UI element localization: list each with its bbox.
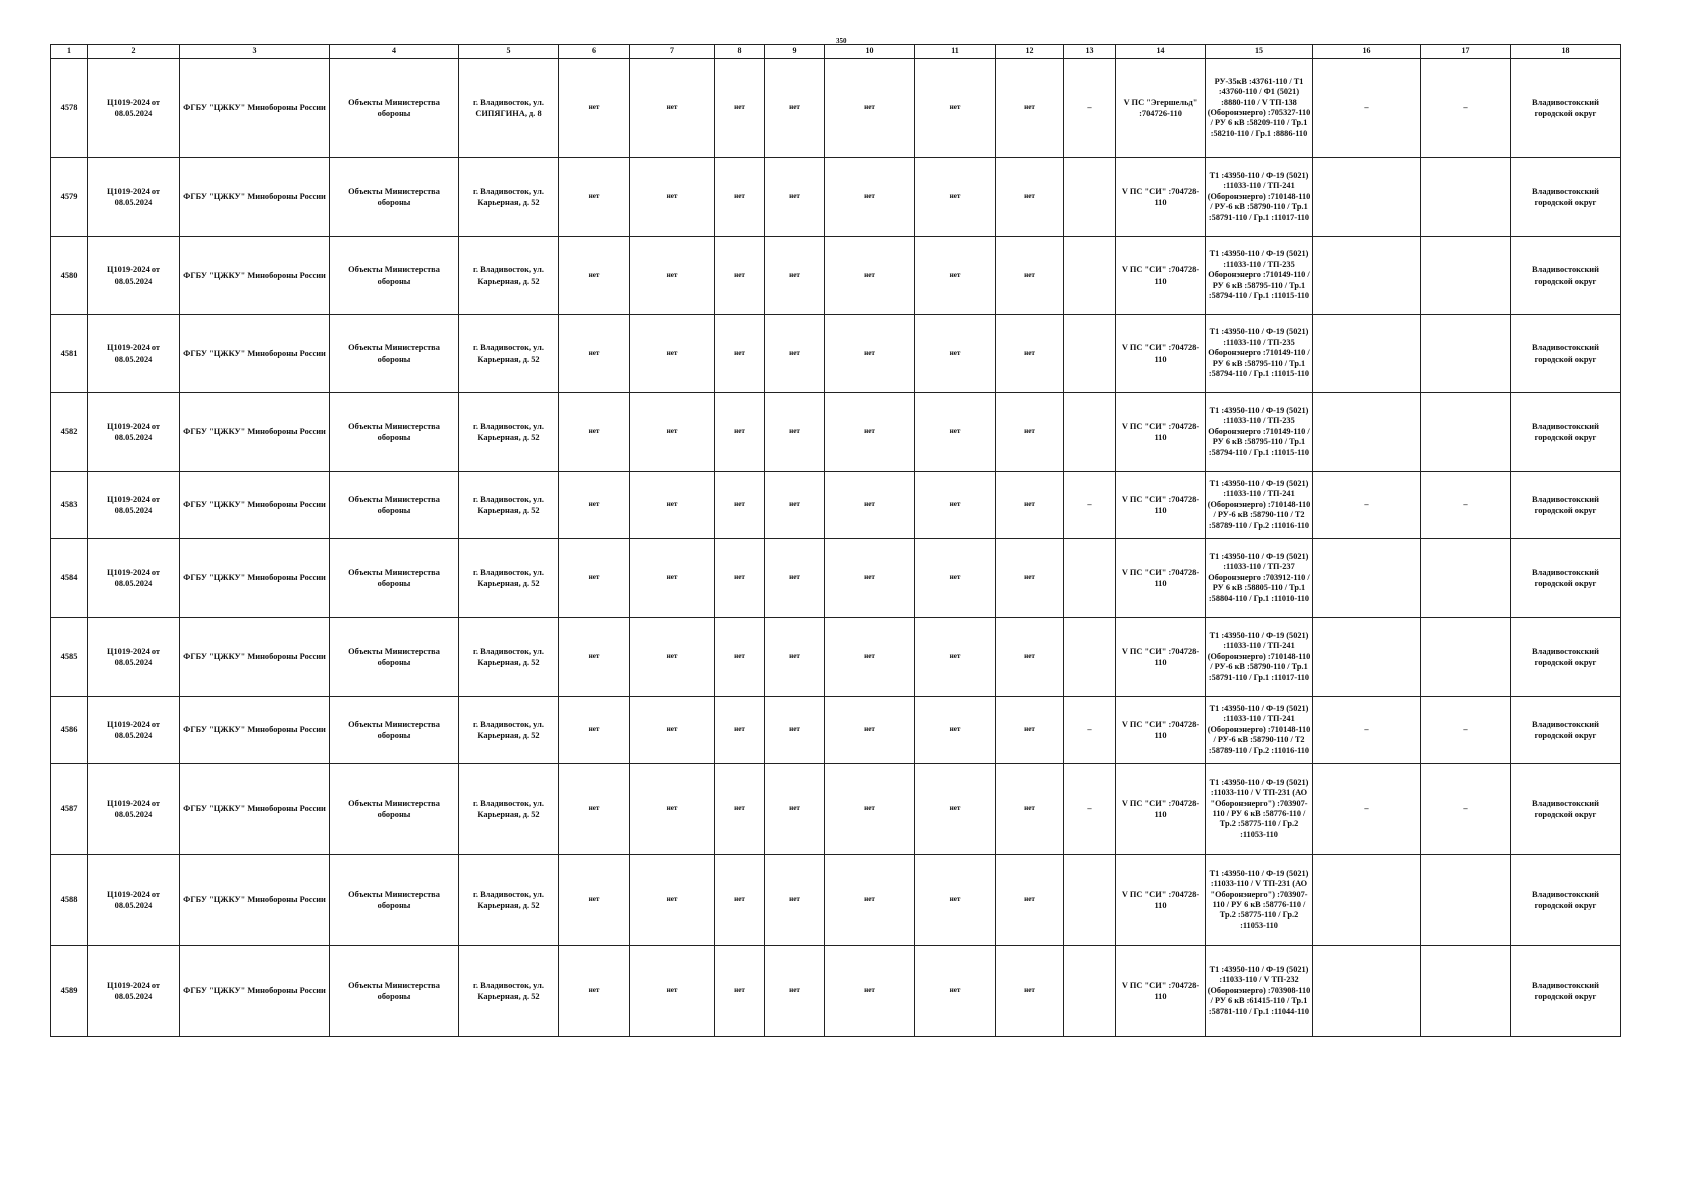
column-header-7: 7 [630,45,715,59]
cell-col-13 [1064,618,1116,697]
cell-municipality: Владивостокский городской округ [1511,59,1621,158]
cell-address: г. Владивосток, ул. Карьерная, д. 52 [459,855,559,946]
cell-col-10: нет [825,855,915,946]
cell-row-number: 4589 [51,946,88,1037]
cell-address: г. Владивосток, ул. Карьерная, д. 52 [459,315,559,393]
cell-applicant: ФГБУ "ЦЖКУ" Минобороны России [180,946,330,1037]
cell-col-6: нет [559,618,630,697]
cell-substation: V ПС "СИ" :704728-110 [1116,237,1206,315]
cell-col-7: нет [630,59,715,158]
cell-applicant: ФГБУ "ЦЖКУ" Минобороны России [180,764,330,855]
cell-col-8: нет [715,315,765,393]
cell-col-13 [1064,855,1116,946]
cell-col-13 [1064,393,1116,472]
cell-row-number: 4579 [51,158,88,237]
cell-col-11: нет [915,539,996,618]
column-header-13: 13 [1064,45,1116,59]
cell-col-12: нет [996,697,1064,764]
cell-municipality: Владивостокский городской округ [1511,539,1621,618]
cell-col-11: нет [915,472,996,539]
table-row [51,697,1621,764]
cell-address: г. Владивосток, ул. Карьерная, д. 52 [459,237,559,315]
cell-col-17 [1421,946,1511,1037]
cell-col-6: нет [559,393,630,472]
cell-col-9: нет [765,618,825,697]
cell-col-12: нет [996,855,1064,946]
cell-col-9: нет [765,539,825,618]
cell-request-number: Ц1019-2024 от 08.05.2024 [88,59,180,158]
cell-substation: V ПС "Эгершельд" :704726-110 [1116,59,1206,158]
cell-municipality: Владивостокский городской округ [1511,697,1621,764]
cell-request-number: Ц1019-2024 от 08.05.2024 [88,237,180,315]
column-header-14: 14 [1116,45,1206,59]
cell-request-number: Ц1019-2024 от 08.05.2024 [88,855,180,946]
cell-col-6: нет [559,697,630,764]
cell-col-8: нет [715,855,765,946]
column-header-17: 17 [1421,45,1511,59]
table-row [51,158,1621,237]
cell-connection-path: Т1 :43950-110 / Ф-19 (5021) :11033-110 / ТП-241 (Оборонэнерго) :710148-110 / РУ-6 кВ :58790-110 / Тр.1 :58791-110 / Гр.1 :11017-110 [1206,158,1313,237]
cell-municipality: Владивостокский городской округ [1511,393,1621,472]
cell-request-number: Ц1019-2024 от 08.05.2024 [88,618,180,697]
cell-col-10: нет [825,315,915,393]
table-row [51,472,1621,539]
table-row [51,315,1621,393]
cell-row-number: 4588 [51,855,88,946]
cell-col-6: нет [559,946,630,1037]
cell-address: г. Владивосток, ул. СИПЯГИНА, д. 8 [459,59,559,158]
cell-address: г. Владивосток, ул. Карьерная, д. 52 [459,697,559,764]
cell-municipality: Владивостокский городской округ [1511,158,1621,237]
cell-col-11: нет [915,315,996,393]
cell-col-9: нет [765,697,825,764]
cell-col-6: нет [559,315,630,393]
cell-applicant: ФГБУ "ЦЖКУ" Минобороны России [180,855,330,946]
column-header-18: 18 [1511,45,1621,59]
cell-col-6: нет [559,59,630,158]
column-header-10: 10 [825,45,915,59]
table-row [51,393,1621,472]
cell-col-16 [1313,158,1421,237]
cell-connection-path: Т1 :43950-110 / Ф-19 (5021) :11033-110 / ТП-235 Оборонэнерго :710149-110 / РУ 6 кВ :58795-110 / Тр.1 :58794-110 / Гр.1 :11015-110 [1206,237,1313,315]
cell-col-7: нет [630,472,715,539]
column-header-4: 4 [330,45,459,59]
cell-object-type: Объекты Министерства обороны [330,59,459,158]
cell-object-type: Объекты Министерства обороны [330,472,459,539]
cell-substation: V ПС "СИ" :704728-110 [1116,697,1206,764]
cell-address: г. Владивосток, ул. Карьерная, д. 52 [459,158,559,237]
column-header-1: 1 [51,45,88,59]
table-row [51,237,1621,315]
cell-col-12: нет [996,158,1064,237]
cell-col-8: нет [715,618,765,697]
cell-municipality: Владивостокский городской округ [1511,472,1621,539]
cell-connection-path: Т1 :43950-110 / Ф-19 (5021) :11033-110 / V ТП-231 (АО "Оборонэнерго") :703907-110 / РУ 6 кВ :58776-110 / Тр.2 :58775-110 / Гр.2 :11053-110 [1206,764,1313,855]
cell-col-10: нет [825,764,915,855]
cell-municipality: Владивостокский городской округ [1511,315,1621,393]
cell-address: г. Владивосток, ул. Карьерная, д. 52 [459,539,559,618]
cell-applicant: ФГБУ "ЦЖКУ" Минобороны России [180,59,330,158]
cell-substation: V ПС "СИ" :704728-110 [1116,158,1206,237]
cell-col-10: нет [825,237,915,315]
cell-request-number: Ц1019-2024 от 08.05.2024 [88,764,180,855]
cell-col-17: – [1421,764,1511,855]
column-header-15: 15 [1206,45,1313,59]
cell-address: г. Владивосток, ул. Карьерная, д. 52 [459,472,559,539]
cell-connection-path: Т1 :43950-110 / Ф-19 (5021) :11033-110 / ТП-237 Оборонэнерго :703912-110 / РУ 6 кВ :58805-110 / Тр.1 :58804-110 / Гр.1 :11010-110 [1206,539,1313,618]
table-row [51,539,1621,618]
cell-col-6: нет [559,539,630,618]
cell-col-9: нет [765,764,825,855]
cell-connection-path: Т1 :43950-110 / Ф-19 (5021) :11033-110 / ТП-241 (Оборонэнерго) :710148-110 / РУ-6 кВ :58790-110 / Т2 :58789-110 / Гр.2 :11016-110 [1206,697,1313,764]
cell-col-16 [1313,946,1421,1037]
cell-substation: V ПС "СИ" :704728-110 [1116,855,1206,946]
cell-request-number: Ц1019-2024 от 08.05.2024 [88,539,180,618]
cell-col-10: нет [825,393,915,472]
cell-municipality: Владивостокский городской округ [1511,618,1621,697]
cell-col-7: нет [630,764,715,855]
cell-object-type: Объекты Министерства обороны [330,315,459,393]
column-number-row [51,45,1621,59]
cell-col-13: – [1064,472,1116,539]
cell-address: г. Владивосток, ул. Карьерная, д. 52 [459,618,559,697]
cell-row-number: 4578 [51,59,88,158]
cell-substation: V ПС "СИ" :704728-110 [1116,472,1206,539]
cell-col-9: нет [765,315,825,393]
cell-object-type: Объекты Министерства обороны [330,946,459,1037]
cell-col-10: нет [825,697,915,764]
cell-col-12: нет [996,59,1064,158]
cell-col-13 [1064,946,1116,1037]
cell-col-16: – [1313,764,1421,855]
cell-col-17 [1421,315,1511,393]
cell-col-11: нет [915,59,996,158]
cell-request-number: Ц1019-2024 от 08.05.2024 [88,158,180,237]
cell-object-type: Объекты Министерства обороны [330,158,459,237]
cell-col-11: нет [915,158,996,237]
cell-object-type: Объекты Министерства обороны [330,697,459,764]
cell-row-number: 4583 [51,472,88,539]
cell-col-6: нет [559,158,630,237]
cell-col-9: нет [765,59,825,158]
cell-municipality: Владивостокский городской округ [1511,855,1621,946]
cell-row-number: 4581 [51,315,88,393]
cell-col-11: нет [915,618,996,697]
cell-applicant: ФГБУ "ЦЖКУ" Минобороны России [180,697,330,764]
cell-col-6: нет [559,237,630,315]
cell-applicant: ФГБУ "ЦЖКУ" Минобороны России [180,158,330,237]
cell-applicant: ФГБУ "ЦЖКУ" Минобороны России [180,315,330,393]
cell-col-17: – [1421,472,1511,539]
cell-col-16 [1313,393,1421,472]
cell-row-number: 4580 [51,237,88,315]
cell-col-16 [1313,618,1421,697]
cell-municipality: Владивостокский городской округ [1511,764,1621,855]
cell-col-9: нет [765,237,825,315]
cell-request-number: Ц1019-2024 от 08.05.2024 [88,472,180,539]
cell-connection-path: Т1 :43950-110 / Ф-19 (5021) :11033-110 / V ТП-231 (АО "Оборонэнерго") :703907-110 / РУ 6 кВ :58776-110 / Тр.2 :58775-110 / Гр.2 :11053-110 [1206,855,1313,946]
registry-body [51,59,1621,1037]
cell-col-16 [1313,855,1421,946]
table-row [51,946,1621,1037]
cell-col-12: нет [996,618,1064,697]
cell-col-12: нет [996,472,1064,539]
cell-col-11: нет [915,697,996,764]
cell-col-8: нет [715,393,765,472]
cell-col-13 [1064,158,1116,237]
cell-col-8: нет [715,237,765,315]
cell-col-8: нет [715,539,765,618]
cell-col-12: нет [996,764,1064,855]
cell-col-7: нет [630,697,715,764]
cell-col-7: нет [630,393,715,472]
table-row [51,764,1621,855]
cell-applicant: ФГБУ "ЦЖКУ" Минобороны России [180,539,330,618]
cell-col-12: нет [996,946,1064,1037]
cell-col-8: нет [715,764,765,855]
cell-col-8: нет [715,697,765,764]
column-header-5: 5 [459,45,559,59]
cell-col-17 [1421,158,1511,237]
cell-col-12: нет [996,237,1064,315]
cell-col-9: нет [765,472,825,539]
cell-row-number: 4584 [51,539,88,618]
cell-object-type: Объекты Министерства обороны [330,539,459,618]
cell-col-12: нет [996,539,1064,618]
cell-col-6: нет [559,472,630,539]
cell-col-13: – [1064,697,1116,764]
cell-substation: V ПС "СИ" :704728-110 [1116,539,1206,618]
cell-col-16: – [1313,59,1421,158]
cell-col-9: нет [765,946,825,1037]
cell-col-8: нет [715,59,765,158]
cell-col-10: нет [825,59,915,158]
cell-address: г. Владивосток, ул. Карьерная, д. 52 [459,764,559,855]
cell-connection-path: Т1 :43950-110 / Ф-19 (5021) :11033-110 / V ТП-232 (Оборонэнерго) :703908-110 / РУ 6 кВ :61415-110 / Тр.1 :58781-110 / Гр.1 :11044-110 [1206,946,1313,1037]
cell-col-13: – [1064,59,1116,158]
cell-col-6: нет [559,855,630,946]
cell-col-11: нет [915,764,996,855]
cell-address: г. Владивосток, ул. Карьерная, д. 52 [459,946,559,1037]
cell-col-7: нет [630,237,715,315]
column-header-2: 2 [88,45,180,59]
cell-request-number: Ц1019-2024 от 08.05.2024 [88,393,180,472]
cell-col-9: нет [765,855,825,946]
cell-col-11: нет [915,855,996,946]
cell-substation: V ПС "СИ" :704728-110 [1116,618,1206,697]
cell-municipality: Владивостокский городской округ [1511,946,1621,1037]
cell-col-12: нет [996,393,1064,472]
cell-connection-path: Т1 :43950-110 / Ф-19 (5021) :11033-110 / ТП-241 (Оборонэнерго) :710148-110 / РУ-6 кВ :58790-110 / Т2 :58789-110 / Гр.2 :11016-110 [1206,472,1313,539]
cell-col-13 [1064,315,1116,393]
cell-col-10: нет [825,618,915,697]
cell-connection-path: Т1 :43950-110 / Ф-19 (5021) :11033-110 / ТП-235 Оборонэнерго :710149-110 / РУ 6 кВ :58795-110 / Тр.1 :58794-110 / Гр.1 :11015-110 [1206,315,1313,393]
cell-col-16: – [1313,697,1421,764]
cell-col-8: нет [715,472,765,539]
cell-row-number: 4587 [51,764,88,855]
cell-col-7: нет [630,158,715,237]
cell-col-11: нет [915,946,996,1037]
cell-applicant: ФГБУ "ЦЖКУ" Минобороны России [180,472,330,539]
cell-col-9: нет [765,393,825,472]
cell-col-17 [1421,618,1511,697]
cell-applicant: ФГБУ "ЦЖКУ" Минобороны России [180,618,330,697]
cell-object-type: Объекты Министерства обороны [330,855,459,946]
table-row [51,59,1621,158]
cell-col-12: нет [996,315,1064,393]
table-row [51,855,1621,946]
cell-row-number: 4586 [51,697,88,764]
cell-col-7: нет [630,315,715,393]
cell-col-10: нет [825,946,915,1037]
cell-col-8: нет [715,946,765,1037]
cell-col-13 [1064,539,1116,618]
cell-connection-path: РУ-35кВ :43761-110 / Т1 :43760-110 / Ф1 (5021) :8880-110 / V ТП-138 (Оборонэнерго) :705327-110 / РУ 6 кВ :58209-110 / Тр.1 :58210-110 / Гр.1 :8886-110 [1206,59,1313,158]
cell-col-7: нет [630,618,715,697]
cell-col-17 [1421,237,1511,315]
cell-col-17 [1421,855,1511,946]
cell-object-type: Объекты Министерства обороны [330,618,459,697]
cell-applicant: ФГБУ "ЦЖКУ" Минобороны России [180,393,330,472]
cell-request-number: Ц1019-2024 от 08.05.2024 [88,315,180,393]
cell-row-number: 4585 [51,618,88,697]
cell-col-17: – [1421,59,1511,158]
cell-row-number: 4582 [51,393,88,472]
cell-col-10: нет [825,158,915,237]
cell-request-number: Ц1019-2024 от 08.05.2024 [88,946,180,1037]
page-number: 350 [836,37,847,45]
cell-col-8: нет [715,158,765,237]
cell-object-type: Объекты Министерства обороны [330,764,459,855]
cell-substation: V ПС "СИ" :704728-110 [1116,764,1206,855]
cell-col-10: нет [825,539,915,618]
column-header-8: 8 [715,45,765,59]
table-row [51,618,1621,697]
cell-connection-path: Т1 :43950-110 / Ф-19 (5021) :11033-110 / ТП-235 Оборонэнерго :710149-110 / РУ 6 кВ :58795-110 / Тр.1 :58794-110 / Гр.1 :11015-110 [1206,393,1313,472]
cell-col-13: – [1064,764,1116,855]
cell-substation: V ПС "СИ" :704728-110 [1116,315,1206,393]
column-header-16: 16 [1313,45,1421,59]
column-header-3: 3 [180,45,330,59]
cell-col-10: нет [825,472,915,539]
column-header-11: 11 [915,45,996,59]
cell-col-7: нет [630,539,715,618]
cell-col-16 [1313,539,1421,618]
cell-col-17 [1421,393,1511,472]
cell-col-7: нет [630,855,715,946]
cell-col-9: нет [765,158,825,237]
cell-request-number: Ц1019-2024 от 08.05.2024 [88,697,180,764]
cell-applicant: ФГБУ "ЦЖКУ" Минобороны России [180,237,330,315]
column-header-9: 9 [765,45,825,59]
cell-col-11: нет [915,237,996,315]
column-header-12: 12 [996,45,1064,59]
cell-object-type: Объекты Министерства обороны [330,393,459,472]
cell-col-6: нет [559,764,630,855]
cell-col-16: – [1313,472,1421,539]
cell-substation: V ПС "СИ" :704728-110 [1116,393,1206,472]
cell-col-13 [1064,237,1116,315]
cell-col-17 [1421,539,1511,618]
registry-table [50,44,1621,1037]
cell-col-11: нет [915,393,996,472]
cell-col-7: нет [630,946,715,1037]
cell-object-type: Объекты Министерства обороны [330,237,459,315]
cell-municipality: Владивостокский городской округ [1511,237,1621,315]
column-header-6: 6 [559,45,630,59]
cell-col-16 [1313,315,1421,393]
cell-connection-path: Т1 :43950-110 / Ф-19 (5021) :11033-110 / ТП-241 (Оборонэнерго) :710148-110 / РУ-6 кВ :58790-110 / Тр.1 :58791-110 / Гр.1 :11017-110 [1206,618,1313,697]
cell-substation: V ПС "СИ" :704728-110 [1116,946,1206,1037]
cell-address: г. Владивосток, ул. Карьерная, д. 52 [459,393,559,472]
cell-col-16 [1313,237,1421,315]
cell-col-17: – [1421,697,1511,764]
